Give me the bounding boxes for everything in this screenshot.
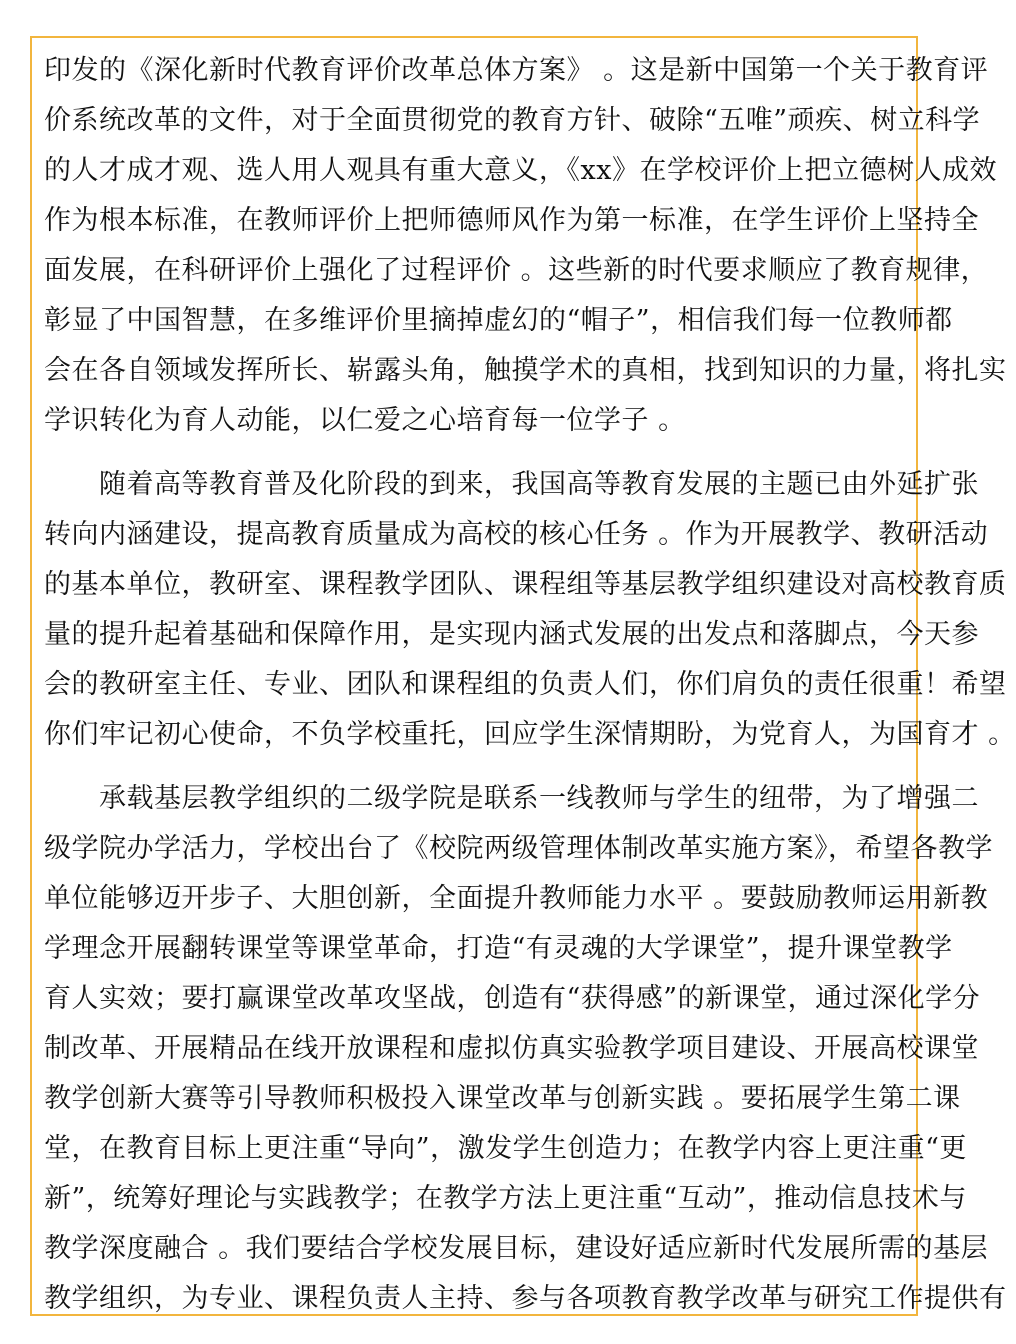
text-line: 教学深度融合 。我们要结合学校发展目标，建设好适应新时代发展所需的基层 [44,1233,989,1264]
text-line: 教学创新大赛等引导教师积极投入课堂改革与创新实践 。要拓展学生第二课 [44,1083,961,1114]
text-line: 转向内涵建设，提高教育质量成为高校的核心任务 。作为开展教学、教研活动 [44,519,989,550]
text-line: 教学组织，为专业、课程负责人主持、参与各项教育教学改革与研究工作提供有 [44,1283,1007,1314]
text-line: 的人才成才观、选人用人观具有重大意义，《xx》在学校评价上把立德树人成效 [44,155,997,186]
text-line: 学理念开展翻转课堂等课堂革命，打造“有灵魂的大学课堂”，提升课堂教学 [44,933,953,964]
page-frame [30,36,1016,1316]
text-line: 作为根本标准，在教师评价上把师德师风作为第一标准，在学生评价上坚持全 [44,205,979,236]
text-line: 级学院办学活力，学校出台了《校院两级管理体制改革实施方案》，希望各教学 [44,833,993,864]
text-line: 价系统改革的文件，对于全面贯彻党的教育方针、破除“五唯”顽疾、树立科学 [44,105,981,136]
text-line: 承载基层教学组织的二级学院是联系一线教师与学生的纽带，为了增强二 [44,783,979,814]
paragraph-gap [44,446,908,460]
text-line: 新”，统筹好理论与实践教学；在教学方法上更注重“互动”，推动信息技术与 [44,1183,967,1214]
text-line: 制改革、开展精品在线开放课程和虚拟仿真实验教学项目建设、开展高校课堂 [44,1033,979,1064]
text-line: 量的提升起着基础和保障作用，是实现内涵式发展的出发点和落脚点，今天参 [44,619,979,650]
text-line: 育人实效；要打赢课堂改革攻坚战，创造有“获得感”的新课堂，通过深化学分 [44,983,981,1014]
paragraph-1 [44,46,1007,446]
text-line-last: 学识转化为育人动能，以仁爱之心培育每一位学子 。 [44,405,686,436]
text-line: 随着高等教育普及化阶段的到来，我国高等教育发展的主题已由外延扩张 [44,469,979,500]
text-line: 会的教研室主任、专业、团队和课程组的负责人们，你们肩负的责任很重！希望 [44,669,1007,700]
text-line-last: 你们牢记初心使命，不负学校重托，回应学生深情期盼，为党育人，为国育才 。 [44,719,1016,750]
paragraph-gap [44,760,908,774]
text-line: 印发的《深化新时代教育评价改革总体方案》 。这是新中国第一个关于教育评 [44,55,989,86]
text-line: 堂，在教育目标上更注重“导向”，激发学生创造力；在教学内容上更注重“更 [44,1133,967,1164]
text-line: 单位能够迈开步子、大胆创新，全面提升教师能力水平 。要鼓励教师运用新教 [44,883,989,914]
text-line: 的基本单位，教研室、课程教学团队、课程组等基层教学组织建设对高校教育质 [44,569,1007,600]
paragraph-2 [44,460,1016,760]
text-line: 会在各自领域发挥所长、崭露头角，触摸学术的真相，找到知识的力量，将扎实 [44,355,1007,386]
text-line: 面发展，在科研评价上强化了过程评价 。这些新的时代要求顺应了教育规律， [44,255,989,286]
paragraph-3 [44,774,1007,1324]
text-line: 彰显了中国智慧，在多维评价里摘掉虚幻的“帽子”，相信我们每一位教师都 [44,305,953,336]
